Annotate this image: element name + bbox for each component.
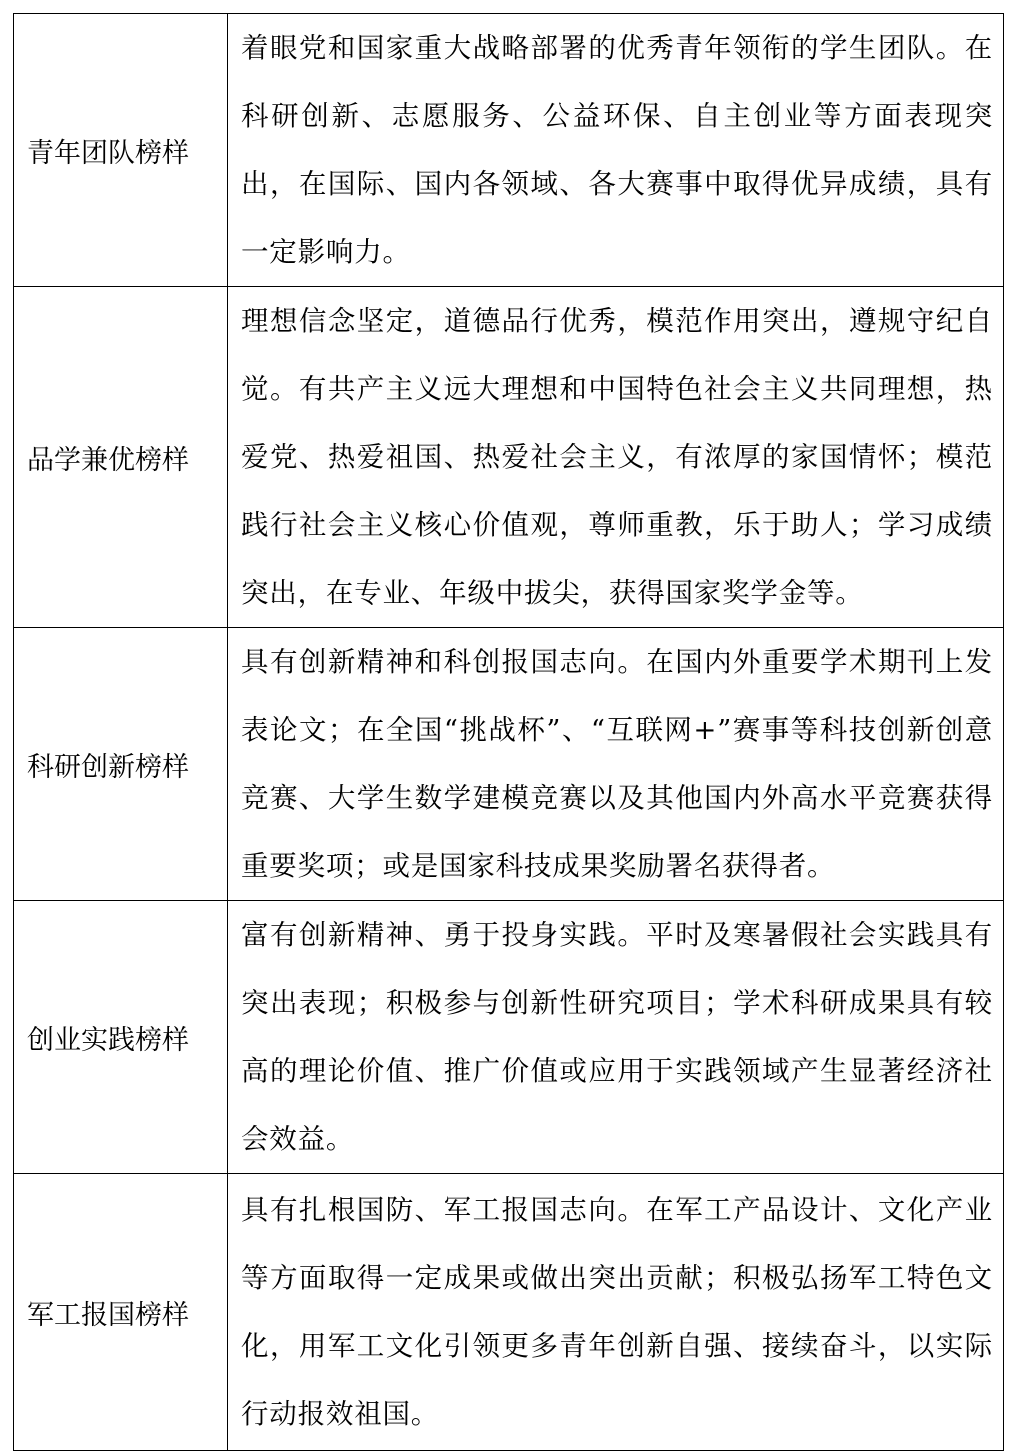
description-cell: 具有创新精神和科创报国志向。在国内外重要学术期刊上发表论文；在全国“挑战杯”、“互联网+”赛事等科技创新创意竞赛、大学生数学建模竞赛以及其他国内外高水平竞赛获得重要奖项；或是国家科技成果奖励署名获得者。	[228, 628, 1004, 901]
criteria-table	[13, 13, 1004, 1451]
table-row	[14, 1174, 1004, 1451]
category-cell: 科研创新榜样	[14, 628, 228, 901]
table-row	[14, 287, 1004, 628]
table-row	[14, 628, 1004, 901]
table-row	[14, 901, 1004, 1174]
table-row	[14, 14, 1004, 287]
category-cell: 青年团队榜样	[14, 14, 228, 287]
description-cell: 富有创新精神、勇于投身实践。平时及寒暑假社会实践具有突出表现；积极参与创新性研究项目；学术科研成果具有较高的理论价值、推广价值或应用于实践领域产生显著经济社会效益。	[228, 901, 1004, 1174]
category-cell: 军工报国榜样	[14, 1174, 228, 1451]
category-cell: 品学兼优榜样	[14, 287, 228, 628]
category-cell: 创业实践榜样	[14, 901, 228, 1174]
description-cell: 具有扎根国防、军工报国志向。在军工产品设计、文化产业等方面取得一定成果或做出突出贡献；积极弘扬军工特色文化，用军工文化引领更多青年创新自强、接续奋斗，以实际行动报效祖国。	[228, 1174, 1004, 1451]
description-cell: 理想信念坚定，道德品行优秀，模范作用突出，遵规守纪自觉。有共产主义远大理想和中国特色社会主义共同理想，热爱党、热爱祖国、热爱社会主义，有浓厚的家国情怀；模范践行社会主义核心价值观，尊师重教，乐于助人；学习成绩突出，在专业、年级中拔尖，获得国家奖学金等。	[228, 287, 1004, 628]
description-cell: 着眼党和国家重大战略部署的优秀青年领衔的学生团队。在科研创新、志愿服务、公益环保、自主创业等方面表现突出，在国际、国内各领域、各大赛事中取得优异成绩，具有一定影响力。	[228, 14, 1004, 287]
